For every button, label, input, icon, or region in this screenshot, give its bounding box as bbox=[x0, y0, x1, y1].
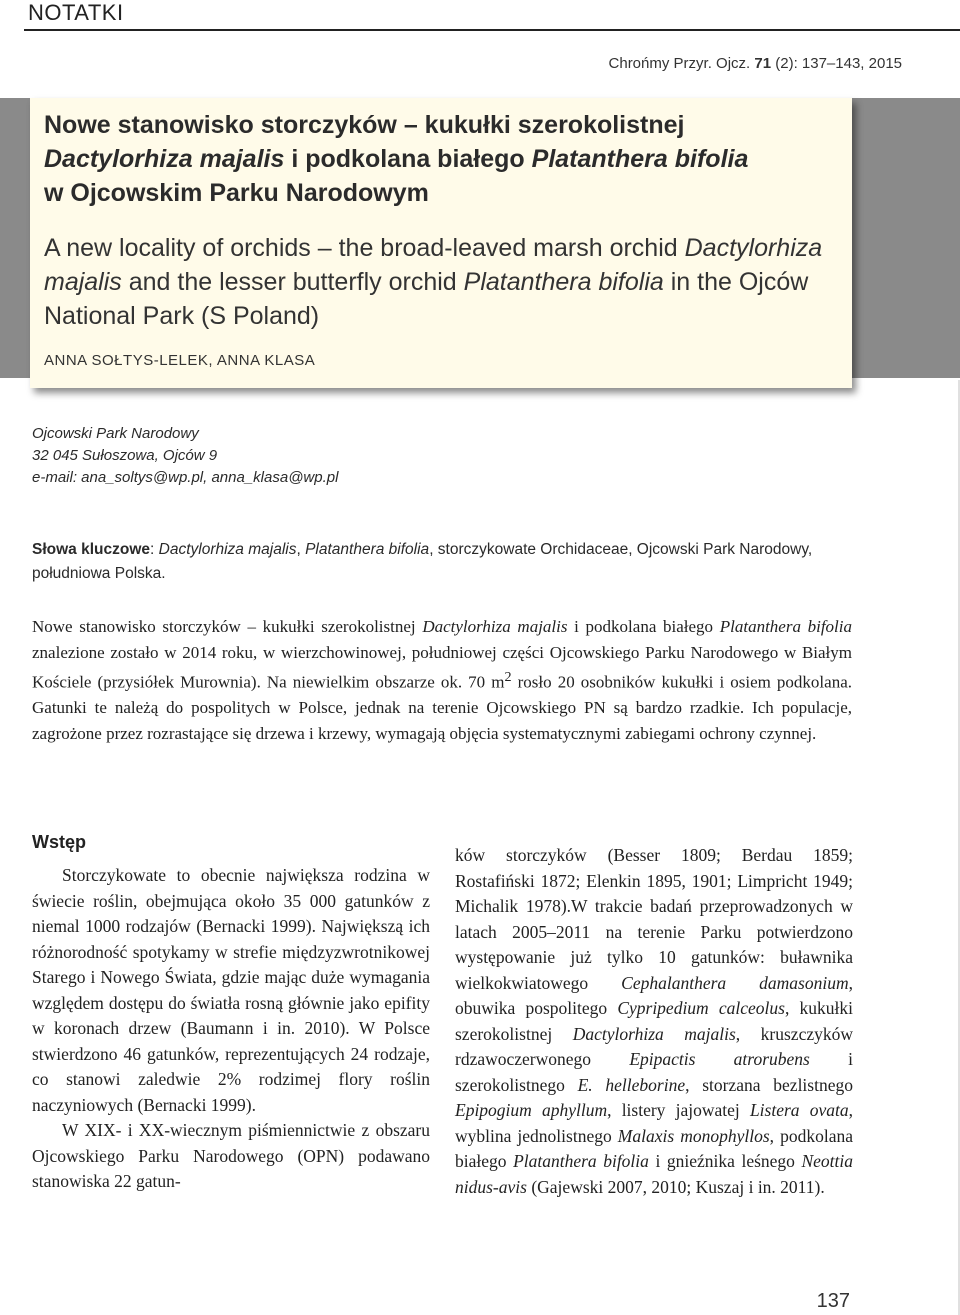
title-pl-line1: Nowe stanowisko storczyków – kukułki szerokolistnej bbox=[44, 111, 685, 139]
species-epipactis: Epipactis atrorubens bbox=[629, 1049, 810, 1069]
intro-paragraph-2: W XIX- i XX-wiecznym piśmiennictwie z obszaru Ojcowskiego Parku Narodowego (OPN) podawano stanowiska 22 gatun- bbox=[32, 1120, 430, 1191]
authors: ANNA SOŁTYS-LELEK, ANNA KLASA bbox=[44, 352, 316, 369]
right-text-8: , wyblina jednolistnego bbox=[455, 1100, 853, 1146]
species-listera: Listera ovata bbox=[749, 1100, 849, 1120]
title-pl-species2: Platanthera bifolia bbox=[531, 145, 749, 173]
body-column-right bbox=[455, 843, 853, 1200]
section-heading-intro: Wstęp bbox=[32, 832, 86, 852]
title-en-part3: in the Ojców National Park (S Poland) bbox=[44, 268, 809, 330]
species-epipogium: Epipogium aphyllum bbox=[455, 1100, 608, 1120]
affiliation-email: e-mail: ana_soltys@wp.pl, anna_klasa@wp.pl bbox=[32, 469, 339, 486]
title-pl-mid: i podkolana białego bbox=[284, 145, 532, 173]
right-text-6: , storzana bezlistnego bbox=[685, 1074, 853, 1095]
right-text-9: , podkolana białego bbox=[455, 1125, 853, 1171]
section-label: NOTATKI bbox=[28, 0, 124, 25]
abstract-text4: rosło 20 osobników kukułki i osiem podkolana. Gatunki te należą do pospolitych w Polsce, jednak na terenie Ojcowskiego PN są bardzo rzadkie. Ich populacje, zagrożone przez rozrastające się drzewa i krzewy, wymagają objęcia systematycznymi zabiegami ochrony czynnej. bbox=[32, 672, 853, 743]
right-text-1: ków storczyków (Besser 1809; Berdau 1859; Rostafiński 1872; Elenkin 1895, 1901; Limpricht 1949; Michalik 1978).W trakcie badań przeprowadzonych w latach 2005–2011 na terenie Parku potwierdzono występowanie już tylko 10 gatunków: buławnika wielkokwiatowego bbox=[455, 845, 853, 993]
intro-paragraph-continued bbox=[455, 843, 853, 1200]
title-english bbox=[44, 231, 844, 333]
abstract-text2: i podkolana białego bbox=[567, 617, 720, 636]
species-e-helleborine: E. helleborine bbox=[577, 1074, 686, 1095]
title-en-part1: A new locality of orchids – the broad-leaved marsh orchid bbox=[44, 234, 685, 262]
keyword-species2: Platanthera bifolia bbox=[305, 541, 430, 558]
abstract-text3: znalezione zostało w 2014 roku, w wierzchowinowej, południowej części Ojcowskiego Parku Narodowego w Białym Kościele (przysiółek Murownia). Na niewielkim obszarze ok. 70 m bbox=[32, 642, 852, 692]
title-pl-line3: w Ojcowskim Parku Narodowym bbox=[44, 179, 429, 207]
citation-pages: (2): 137–143, 2015 bbox=[771, 55, 902, 72]
species-malaxis: Malaxis monophyllos bbox=[617, 1125, 770, 1146]
body-column-left bbox=[32, 832, 430, 1195]
keyword-species1: Dactylorhiza majalis bbox=[158, 541, 297, 558]
right-text-5: i szerokolistnego bbox=[455, 1049, 853, 1095]
intro-paragraph-1: Storczykowate to obecnie największa rodzina w świecie roślin, obejmująca około 35 000 gatunków z niemal 1000 rodzajów (Bernacki 1999). Największą ich różnorodność spotykamy w strefie międzyzwrotnikowej Starego i Nowego Świata, gdzie mając duże wymagania względem dostępu do światła rosną głównie jako epifity w koronach drzew (Baumann i in. 2010). W Polsce stwierdzono 46 gatunków, reprezentujących 24 rodzaje, co stanowi zaledwie 2% rodzimej flory roślin naczyniowych (Bernacki 1999). bbox=[32, 865, 430, 1115]
affiliation bbox=[32, 423, 338, 489]
right-text-7: , listery jajowatej bbox=[607, 1100, 750, 1120]
title-en-species1: Dactylorhiza majalis bbox=[44, 234, 823, 296]
keywords bbox=[32, 538, 832, 586]
title-pl-species1: Dactylorhiza majalis bbox=[44, 145, 285, 173]
right-text-10: i gnieźnika leśnego bbox=[648, 1151, 802, 1171]
affiliation-institution: Ojcowski Park Narodowy bbox=[32, 425, 199, 442]
abstract-species1: Dactylorhiza majalis bbox=[422, 617, 568, 636]
species-neottia: Neottia nidus-avis bbox=[455, 1151, 853, 1197]
species-cephalanthera: Cephalanthera damasonium bbox=[621, 972, 849, 993]
keywords-label: Słowa kluczowe bbox=[32, 541, 151, 558]
affiliation-address: 32 045 Sułoszowa, Ojców 9 bbox=[32, 447, 218, 464]
species-cypripedium: Cypripedium calceolus bbox=[617, 998, 785, 1018]
right-text-4: , kruszczyków rdzawoczerwonego bbox=[455, 1023, 853, 1069]
title-box bbox=[30, 98, 852, 388]
abstract-species2: Platanthera bifolia bbox=[719, 617, 853, 636]
citation-journal: Chrońmy Przyr. Ojcz. bbox=[608, 55, 755, 72]
abstract-superscript: 2 bbox=[504, 669, 512, 685]
abstract bbox=[32, 614, 852, 746]
keywords-rest: , storczykowate Orchidaceae, Ojcowski Park Narodowy, południowa Polska. bbox=[32, 541, 813, 582]
right-text-3: , kukułki szerokolistnej bbox=[455, 998, 854, 1044]
title-en-species2: Platanthera bifolia bbox=[463, 268, 664, 296]
header-rule bbox=[24, 29, 960, 31]
species-platanthera: Platanthera bifolia bbox=[513, 1151, 649, 1171]
title-polish bbox=[44, 108, 844, 210]
abstract-text1: Nowe stanowisko storczyków – kukułki szerokolistnej bbox=[32, 617, 423, 636]
journal-citation bbox=[609, 55, 902, 72]
species-dactylorhiza: Dactylorhiza majalis bbox=[572, 1023, 736, 1044]
citation-volume: 71 bbox=[754, 55, 772, 72]
page-number: 137 bbox=[816, 1290, 850, 1312]
right-text-2: , obuwika pospolitego bbox=[455, 972, 853, 1018]
keywords-colon: : bbox=[150, 541, 159, 558]
right-text-11: (Gajewski 2007, 2010; Kuszaj i in. 2011). bbox=[526, 1176, 825, 1197]
keywords-sep: , bbox=[296, 541, 306, 558]
title-en-part2: and the lesser butterfly orchid bbox=[121, 268, 464, 296]
